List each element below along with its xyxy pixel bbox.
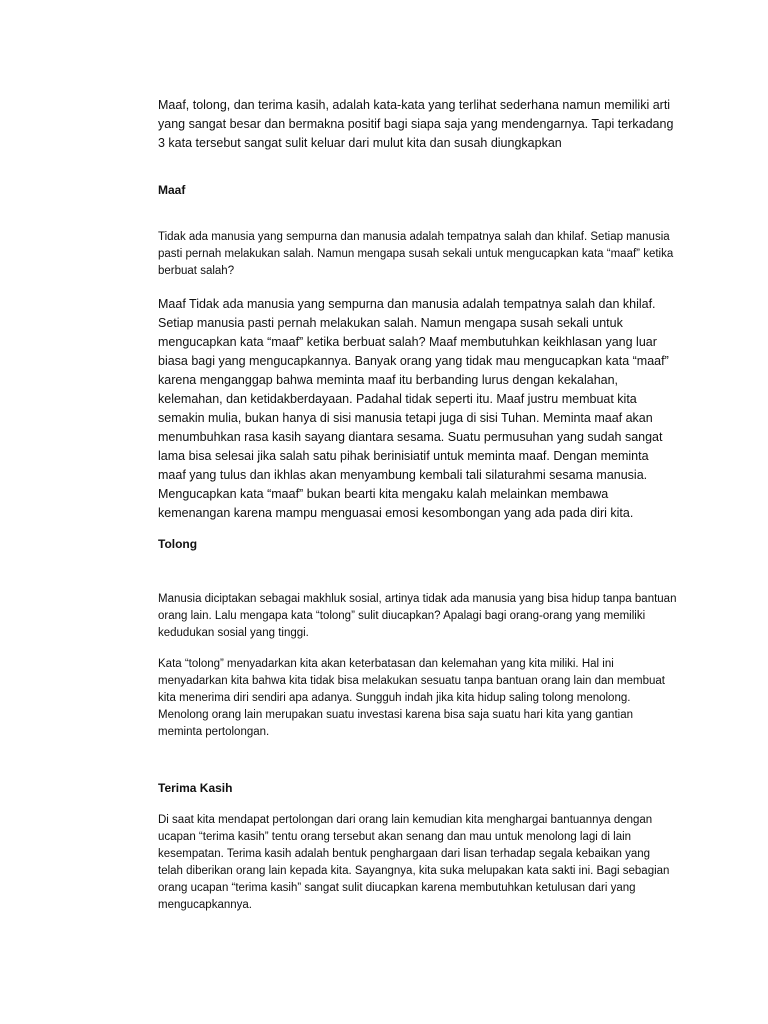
section-heading-terima-kasih: Terima Kasih [158,781,233,795]
section-heading-maaf: Maaf [158,183,186,197]
tolong-paragraph-2-text: Kata “tolong” menyadarkan kita akan keterbatasan dan kelemahan yang kita miliki. Hal ini menyadarkan kita bahwa kita tidak bisa melakukan sesuatu tanpa bantuan orang lain dan membuat kita menerima diri sendiri apa adanya. Sungguh indah jika kita hidup saling tolong menolong. Menolong orang lain merupakan suatu investasi karena bisa saja suatu hari kita yang gantian meminta pertolongan. [158,658,665,738]
maaf-paragraph-1 [158,229,678,280]
tolong-paragraph-1 [158,591,678,642]
tolong-paragraph-2 [158,656,678,741]
maaf-paragraph-2 [158,295,678,523]
section-heading-tolong: Tolong [158,537,198,551]
terima-kasih-paragraph [158,812,678,914]
maaf-paragraph-2-text: Maaf Tidak ada manusia yang sempurna dan manusia adalah tempatnya salah dan khilaf. Setiap manusia pasti pernah melakukan salah. Namun mengapa susah sekali untuk mengucapkan kata “maaf” ketika berbuat salah? Maaf membutuhkan keikhlasan yang luar biasa bagi yang mengucapkannya. Banyak orang yang tidak mau mengucapkan kata “maaf” karena menganggap bahwa meminta maaf itu berbanding lurus dengan kekalahan, kelemahan, dan ketidakberdayaan. Padahal tidak seperti itu. Maaf justru membuat kita semakin mulia, bukan hanya di sisi manusia tetapi juga di sisi Tuhan. Meminta maaf akan menumbuhkan rasa kasih sayang diantara sesama. Suatu permusuhan yang sudah sangat lama bisa selesai jika salah satu pihak berinisiatif untuk meminta maaf. Dengan meminta maaf yang tulus dan ikhlas akan menyambung kembali tali silaturahmi sesama manusia. Mengucapkan kata “maaf” bukan bearti kita mengaku kalah melainkan membawa kemenangan karena mampu menguasai emosi kesombongan yang ada pada diri kita. [158,297,669,520]
intro-paragraph [158,96,678,153]
maaf-paragraph-1-text: Tidak ada manusia yang sempurna dan manusia adalah tempatnya salah dan khilaf. Setiap manusia pasti pernah melakukan salah. Namun mengapa susah sekali untuk mengucapkan kata “maaf” ketika berbuat salah? [158,231,674,277]
tolong-paragraph-1-text: Manusia diciptakan sebagai makhluk sosial, artinya tidak ada manusia yang bisa hidup tanpa bantuan orang lain. Lalu mengapa kata “tolong” sulit diucapkan? Apalagi bagi orang-orang yang memiliki kedudukan sosial yang tinggi. [158,593,677,639]
terima-kasih-paragraph-text: Di saat kita mendapat pertolongan dari orang lain kemudian kita menghargai bantuannya dengan ucapan “terima kasih” tentu orang tersebut akan senang dan mau untuk menolong lagi di lain kesempatan. Terima kasih adalah bentuk penghargaan dari lisan terhadap segala kebaikan yang telah diberikan orang lain kepada kita. Sayangnya, kita suka melupakan kata sakti ini. Bagi sebagian orang ucapan “terima kasih” sangat sulit diucapkan karena membutuhkan ketulusan dari yang mengucapkannya. [158,814,670,911]
intro-text: Maaf, tolong, dan terima kasih, adalah kata-kata yang terlihat sederhana namun memiliki arti yang sangat besar dan bermakna positif bagi siapa saja yang mendengarnya. Tapi terkadang 3 kata tersebut sangat sulit keluar dari mulut kita dan susah diungkapkan [158,98,674,150]
